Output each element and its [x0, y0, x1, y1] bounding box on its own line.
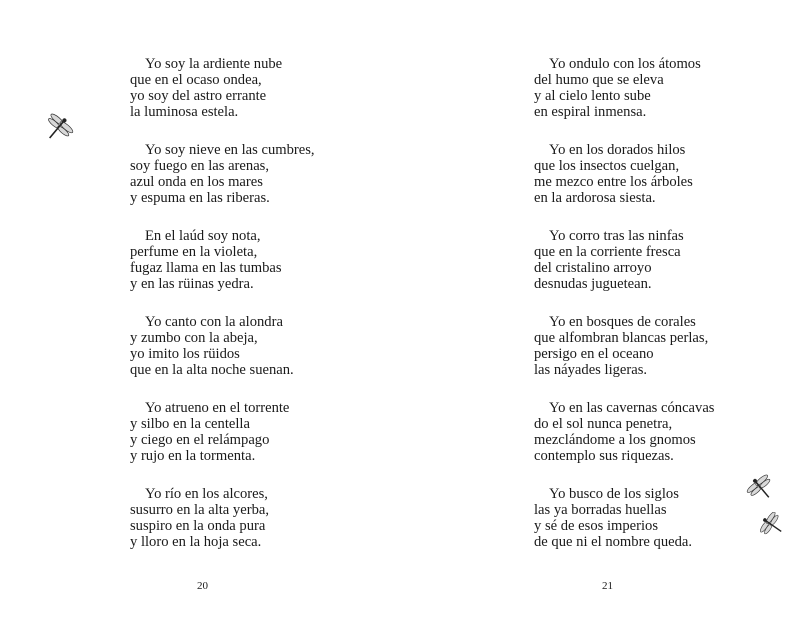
verse-line: Yo en los dorados hilos — [549, 142, 686, 158]
verse-line: Yo río en los alcores, — [145, 486, 268, 502]
verse-line: me mezco entre los árboles — [534, 174, 693, 190]
verse-line: que en la alta noche suenan. — [130, 362, 294, 378]
verse-line: y lloro en la hoja seca. — [130, 534, 262, 550]
verse-line: yo imito los rüidos — [130, 346, 240, 362]
verse-line: las ya borradas huellas — [534, 502, 667, 518]
verse-line: contemplo sus riquezas. — [534, 448, 674, 464]
verse-line: Yo soy nieve en las cumbres, — [145, 142, 315, 158]
right-page — [405, 0, 810, 622]
page-number: 21 — [602, 580, 613, 592]
verse-line: que en el ocaso ondea, — [130, 72, 262, 88]
page-number: 20 — [197, 580, 208, 592]
verse-line: y espuma en las riberas. — [130, 190, 270, 206]
verse-line: fugaz llama en las tumbas — [130, 260, 282, 276]
verse-line: y silbo en la centella — [130, 416, 250, 432]
stanza — [130, 228, 315, 292]
verse-line: En el laúd soy nota, — [145, 228, 261, 244]
poem-text — [534, 56, 714, 572]
verse-line: del cristalino arroyo — [534, 260, 652, 276]
verse-line: do el sol nunca penetra, — [534, 416, 673, 432]
verse-line: que en la corriente fresca — [534, 244, 681, 260]
verse-line: Yo en las cavernas cóncavas — [549, 400, 715, 416]
verse-line: Yo corro tras las ninfas — [549, 228, 684, 244]
stanza — [534, 314, 714, 378]
verse-line: susurro en la alta yerba, — [130, 502, 269, 518]
verse-line: Yo busco de los siglos — [549, 486, 679, 502]
verse-line: de que ni el nombre queda. — [534, 534, 693, 550]
verse-line: y ciego en el relámpago — [130, 432, 270, 448]
dragonfly-icon — [746, 474, 776, 502]
verse-line: y zumbo con la abeja, — [130, 330, 258, 346]
stanza — [534, 228, 714, 292]
stanza — [130, 56, 315, 120]
stanza — [534, 56, 714, 120]
verse-line: del humo que se eleva — [534, 72, 664, 88]
verse-line: en la ardorosa siesta. — [534, 190, 656, 206]
verse-line: Yo atrueno en el torrente — [145, 400, 290, 416]
verse-line: y en las rüinas yedra. — [130, 276, 254, 292]
verse-line: mezclándome a los gnomos — [534, 432, 696, 448]
verse-line: yo soy del astro errante — [130, 88, 267, 104]
stanza — [534, 486, 714, 550]
stanza — [534, 400, 714, 464]
verse-line: que alfombran blancas perlas, — [534, 330, 709, 346]
verse-line: Yo ondulo con los átomos — [549, 56, 701, 72]
stanza — [130, 400, 315, 464]
poem-text — [130, 56, 315, 572]
verse-line: azul onda en los mares — [130, 174, 263, 190]
verse-line: desnudas juguetean. — [534, 276, 652, 292]
verse-line: las náyades ligeras. — [534, 362, 648, 378]
verse-line: que los insectos cuelgan, — [534, 158, 680, 174]
verse-line: en espiral inmensa. — [534, 104, 647, 120]
verse-line: y rujo en la tormenta. — [130, 448, 256, 464]
verse-line: soy fuego en las arenas, — [130, 158, 269, 174]
verse-line: suspiro en la onda pura — [130, 518, 266, 534]
stanza — [130, 142, 315, 206]
verse-line: y al cielo lento sube — [534, 88, 651, 104]
verse-line: perfume en la violeta, — [130, 244, 258, 260]
dragonfly-icon — [758, 512, 786, 538]
verse-line: Yo en bosques de corales — [549, 314, 696, 330]
verse-line: persigo en el oceano — [534, 346, 654, 362]
verse-line: Yo soy la ardiente nube — [145, 56, 283, 72]
verse-line: la luminosa estela. — [130, 104, 239, 120]
dragonfly-icon — [42, 113, 74, 143]
verse-line: y sé de esos imperios — [534, 518, 659, 534]
stanza — [130, 314, 315, 378]
stanza — [534, 142, 714, 206]
stanza — [130, 486, 315, 550]
verse-line: Yo canto con la alondra — [145, 314, 283, 330]
